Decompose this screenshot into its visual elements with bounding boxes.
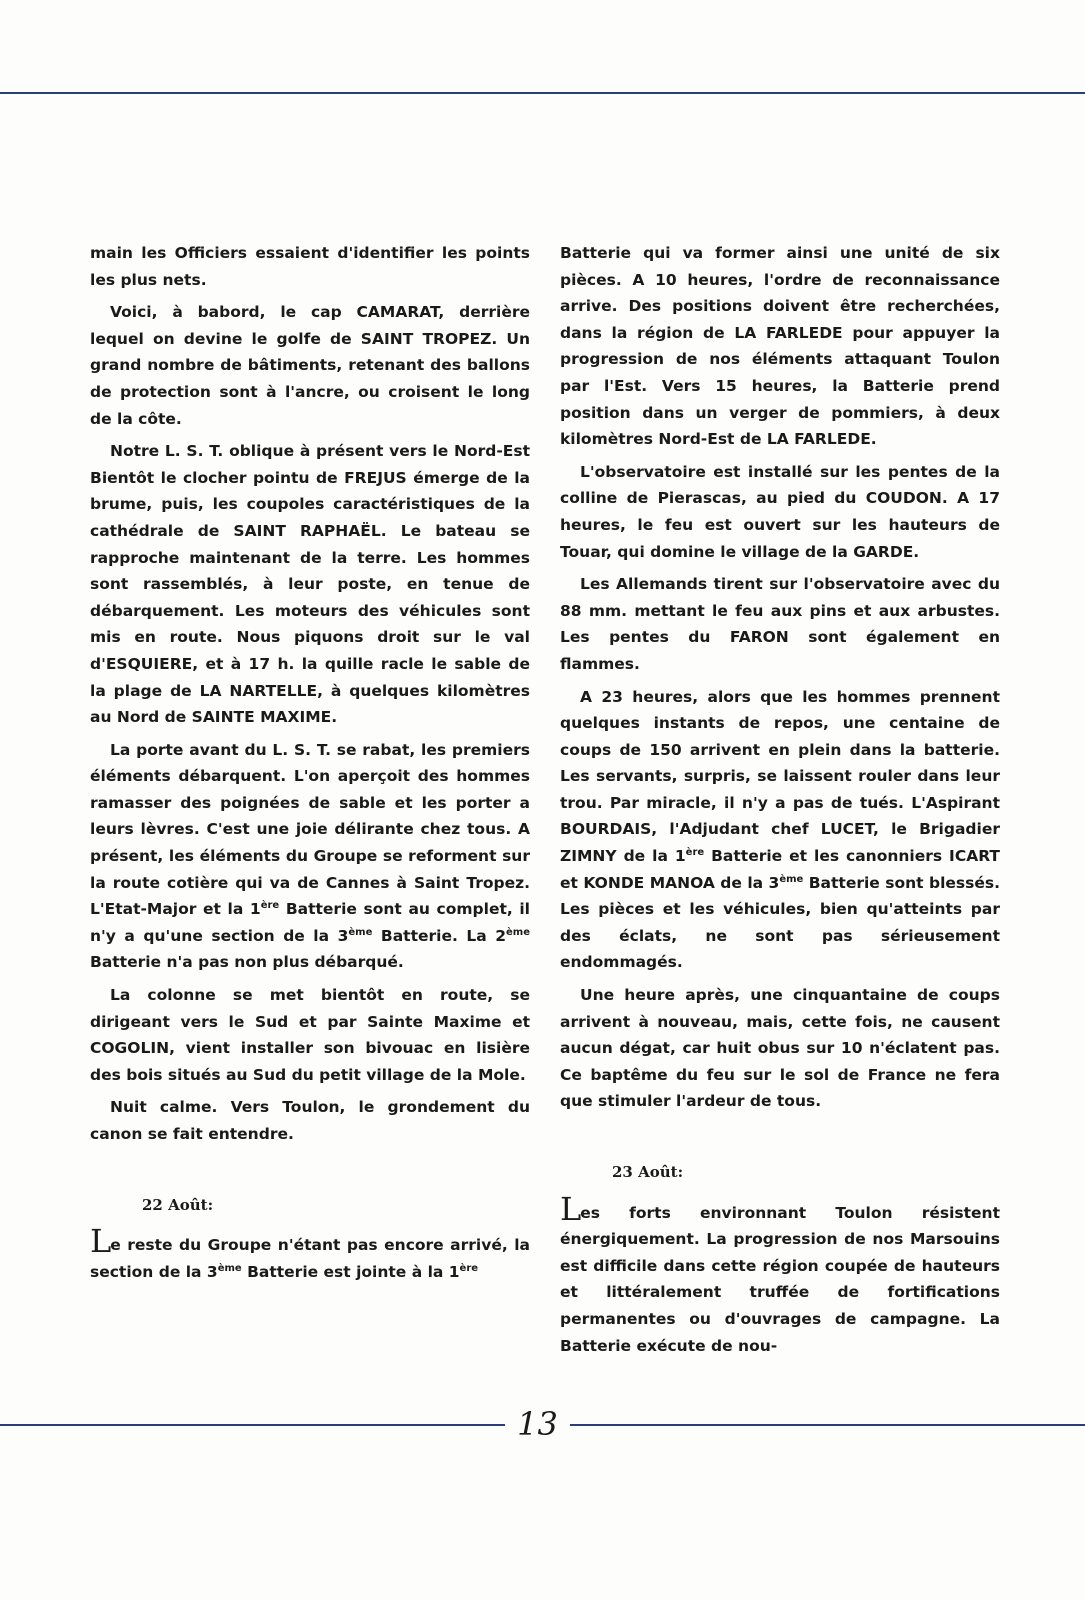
page-footer [0, 1405, 1085, 1445]
paragraph: Voici, à babord, le cap CAMARAT, derrière lequel on devine le golfe de SAINT TROPEZ. Un grand nombre de bâtiments, retenant des ballons de protection sont à l'ancre, ou croisent le long de la côte. [90, 303, 530, 428]
section-date: 23 Août: [612, 1163, 684, 1181]
footer-rule-right [570, 1424, 1085, 1426]
drop-cap: L [560, 1189, 581, 1228]
paragraph: Les Allemands tirent sur l'observatoire avec du 88 mm. mettant le feu aux pins et aux arbustes. Les pentes du FARON sont également en flammes. [560, 575, 1000, 673]
paragraph: Notre L. S. T. oblique à présent vers le Nord-Est Bientôt le clocher pointu de FREJUS émerge de la brume, puis, les coupoles caractéristiques de la cathédrale de SAINT RAPHAËL. Le bateau se rapproche maintenant de la terre. Les hommes sont rassemblés, à leur poste, en tenue de débarquement. Les moteurs des véhicules sont mis en route. Nous piquons droit sur le val d'ESQUIERE, et à 17 h. la quille racle le sable de la plage de LA NARTELLE, à quelques kilomètres au Nord de SAINTE MAXIME. [90, 442, 530, 727]
paragraph: Une heure après, une cinquantaine de coups arrivent à nouveau, mais, cette fois, ne causent aucun dégat, car huit obus sur 10 n'éclatent pas. Ce baptême du feu sur le sol de France ne fera que stimuler l'ardeur de tous. [560, 986, 1000, 1111]
page-number: 13 [517, 1405, 558, 1443]
left-column [90, 240, 530, 1291]
top-rule [0, 92, 1085, 94]
right-column [560, 240, 1000, 1365]
paragraph: Le reste du Groupe n'étant pas encore arrivé, la section de la 3ème Batterie est jointe à la 1ère [90, 1222, 530, 1281]
paragraph: A 23 heures, alors que les hommes prennent quelques instants de repos, une centaine de coups de 150 arrivent en plein dans la batterie. Les servants, surpris, se laissent rouler dans leur trou. Par miracle, il n'y a pas de tués. L'Aspirant BOURDAIS, l'Adjudant chef LUCET, le Brigadier ZIMNY de la 1ère Batterie et les canonniers ICART et KONDE MANOA de la 3ème Batterie sont blessés. Les pièces et les véhicules, bien qu'atteints par des éclats, ne sont pas sérieusement endommagés. [560, 687, 1001, 972]
paragraph: main les Officiers essaient d'identifier les points les plus nets. [90, 244, 530, 289]
section-date: 22 Août: [142, 1195, 214, 1214]
paragraph: La colonne se met bientôt en route, se dirigeant vers le Sud et par Sainte Maxime et COGOLIN, vient installer son bivouac en lisière des bois situés au Sud du petit village de la Mole. [90, 986, 530, 1084]
paragraph: Nuit calme. Vers Toulon, le grondement du canon se fait entendre. [90, 1098, 530, 1143]
paragraph: L'observatoire est installé sur les pentes de la colline de Pierascas, au pied du COUDON. A 17 heures, le feu est ouvert sur les hauteurs de Touar, qui domine le village de la GARDE. [560, 462, 1000, 561]
drop-cap: L [90, 1222, 111, 1261]
paragraph: Batterie qui va former ainsi une unité de six pièces. A 10 heures, l'ordre de reconnaissance arrive. Des positions doivent être recherchées, dans la région de LA FARLEDE pour appuyer la progression de nos éléments attaquant Toulon par l'Est. Vers 15 heures, la Batterie prend position dans un verger de pommiers, à deux kilomètres Nord-Est de LA FARLEDE. [560, 244, 1000, 449]
paragraph: Les forts environnant Toulon résistent énergiquement. La progression de nos Marsouins est difficile dans cette région coupée de hauteurs et littéralement truffée de fortifications permanentes ou d'ouvrages de campagne. La Batterie exécute de nou- [560, 1189, 1000, 1355]
paragraph: La porte avant du L. S. T. se rabat, les premiers éléments débarquent. L'on aperçoit des hommes ramasser des poignées de sable et les porter a leurs lèvres. C'est une joie délirante chez tous. A présent, les éléments du Groupe se reforment sur la route cotière qui va de Cannes à Saint Tropez. L'Etat-Major et la 1ère Batterie sont au complet, il n'y a qu'une section de la 3ème Batterie. La 2ème Batterie n'a pas non plus débarqué. [90, 740, 530, 972]
footer-rule-left [0, 1424, 505, 1426]
